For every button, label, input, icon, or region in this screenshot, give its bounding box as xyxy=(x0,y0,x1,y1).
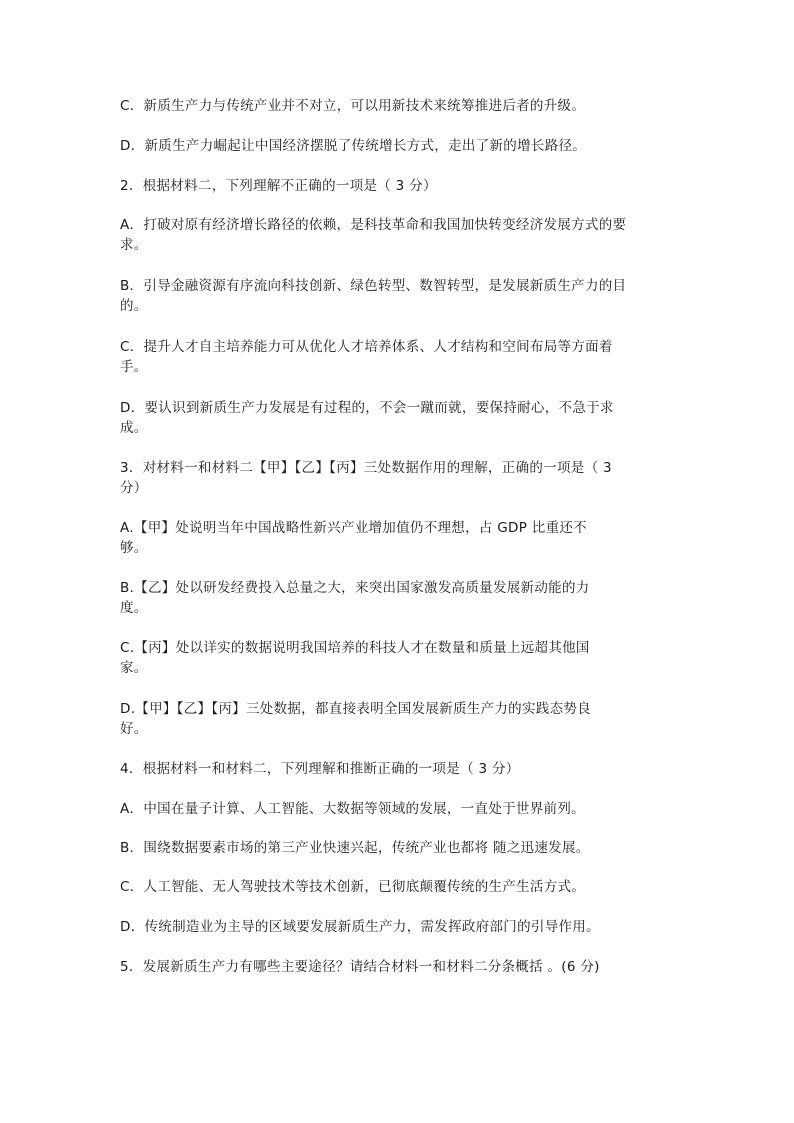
option-b-q4: B．围绕数据要素市场的第三产业快速兴起，传统产业也都将 随之迅速发展。 xyxy=(120,840,590,856)
option-a-q3-line2: 够。 xyxy=(120,540,148,556)
option-c-q3-line2: 家。 xyxy=(120,660,148,676)
option-a-q2-line2: 求。 xyxy=(120,237,148,253)
option-c-q2-line2: 手。 xyxy=(120,359,148,375)
option-c-q3-line1: C.【丙】处以详实的数据说明我国培养的科技人才在数量和质量上远超其他国 xyxy=(120,640,590,656)
option-b-q2-line2: 的。 xyxy=(120,298,148,314)
option-a-q4: A．中国在量子计算、人工智能、大数据等领域的发展，一直处于世界前列。 xyxy=(120,801,585,817)
option-d-q1: D．新质生产力崛起让中国经济摆脱了传统增长方式，走出了新的增长路径。 xyxy=(120,138,587,154)
option-d-q4: D．传统制造业为主导的区域要发展新质生产力，需发挥政府部门的引导作用。 xyxy=(120,919,600,935)
option-d-q2-line1: D．要认识到新质生产力发展是有过程的，不会一蹴而就，要保持耐心，不急于求 xyxy=(120,400,614,416)
question-2: 2．根据材料二，下列理解不正确的一项是（ 3 分） xyxy=(120,178,437,194)
option-a-q2-line1: A．打破对原有经济增长路径的依赖，是科技革命和我国加快转变经济发展方式的要 xyxy=(120,217,627,233)
option-d-q3-line2: 好。 xyxy=(120,721,148,737)
option-d-q3-line1: D.【甲】【乙】【丙】三处数据，都直接表明全国发展新质生产力的实践态势良 xyxy=(120,701,591,717)
option-d-q2-line2: 成。 xyxy=(120,420,148,436)
option-c-q2-line1: C．提升人才自主培养能力可从优化人才培养体系、人才结构和空间布局等方面着 xyxy=(120,339,613,355)
option-b-q3-line2: 度。 xyxy=(120,600,148,616)
question-5: 5．发展新质生产力有哪些主要途径？请结合材料一和材料二分条概括 。(6 分) xyxy=(120,959,600,975)
option-b-q3-line1: B.【乙】处以研发经费投入总量之大，来突出国家激发高质量发展新动能的力 xyxy=(120,580,590,596)
question-4: 4．根据材料一和材料二，下列理解和推断正确的一项是（ 3 分） xyxy=(120,761,520,777)
option-c-q1: C．新质生产力与传统产业并不对立，可以用新技术来统筹推进后者的升级。 xyxy=(120,98,586,114)
question-3-line2: 分） xyxy=(120,480,148,496)
option-c-q4: C．人工智能、无人驾驶技术等技术创新，已彻底颠覆传统的生产生活方式。 xyxy=(120,879,586,895)
option-b-q2-line1: B．引导金融资源有序流向科技创新、绿色转型、数智转型，是发展新质生产力的目 xyxy=(120,278,627,294)
question-3-line1: 3．对材料一和材料二【甲】【乙】【丙】三处数据作用的理解，正确的一项是（ 3 xyxy=(120,460,612,476)
option-a-q3-line1: A.【甲】处说明当年中国战略性新兴产业增加值仍不理想，占 GDP 比重还不 xyxy=(120,520,587,536)
